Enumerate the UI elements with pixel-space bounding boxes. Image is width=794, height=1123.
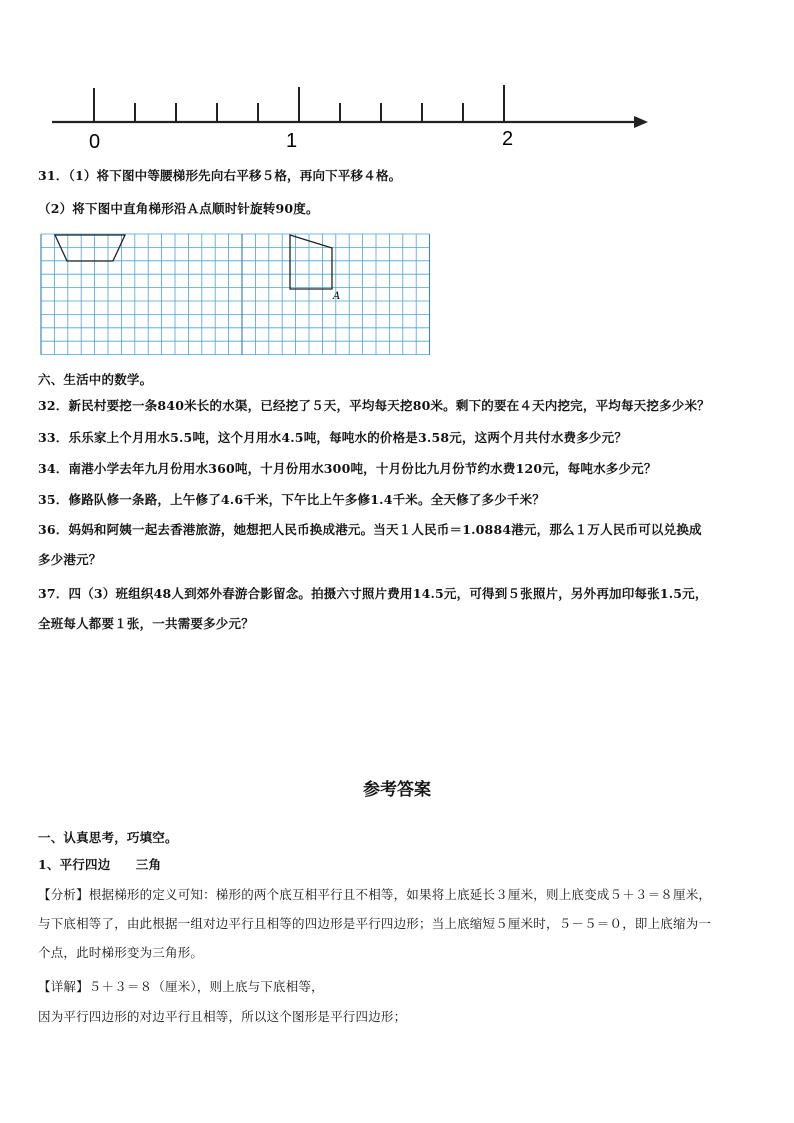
number-line-label-1: 1 [286,130,298,152]
question-37-line2: 全班每人都要１张，一共需要多少元？ [38,616,254,631]
detail-line-1: 【详解】５＋３＝８（厘米），则上底与下底相等， [38,979,324,994]
question-31-part1: 31．（1）将下图中等腰梯形先向右平移５格，再向下平移４格。 [38,168,402,183]
number-line-label-0: 0 [89,131,101,153]
analysis-line-1: 【分析】根据梯形的定义可知：梯形的两个底互相平行且不相等，如果将上底延长３厘米，则上底变成５＋３＝８厘米， [38,887,712,902]
number-line-label-2: 2 [502,128,514,150]
answer-1: 1、平行四边 三角 [38,857,162,872]
answers-title: 参考答案 [363,780,431,800]
question-37-line1: 37．四（3）班组织48人到郊外春游合影留念。拍摄六寸照片费用14.5元，可得到５张照片，另外再加印每张1.5元， [38,586,708,601]
number-line [40,78,660,153]
question-35: 35．修路队修一条路，上午修了4.6千米，下午比上午多修1.4千米。全天修了多少千米？ [38,492,545,507]
question-31-part2: （2）将下图中直角梯形沿Ａ点顺时针旋转90度。 [38,201,319,216]
analysis-line-3: 个点，此时梯形变为三角形。 [38,945,204,960]
number-line-arrow [634,116,648,128]
point-a-label: A [333,291,341,302]
analysis-line-2: 与下底相等了，由此根据一组对边平行且相等的四边形是平行四边形；当上底缩短５厘米时，５－５＝０，即上底缩为一 [38,916,712,931]
section-6-heading: 六、生活中的数学。 [38,372,153,387]
detail-line-2: 因为平行四边形的对边平行且相等，所以这个图形是平行四边形； [38,1009,407,1024]
right-trapezoid [290,235,332,289]
trapezoid-grid [40,233,430,358]
question-32: 32．新民村要挖一条840米长的水渠，已经挖了５天，平均每天挖80米。剩下的要在４天内挖完，平均每天挖多少米？ [38,398,710,413]
question-36-line1: 36．妈妈和阿姨一起去香港旅游，她想把人民币换成港元。当天１人民币＝1.0884港元，那么１万人民币可以兑换成 [38,522,702,537]
question-33: 33．乐乐家上个月用水5.5吨，这个月用水4.5吨，每吨水的价格是3.58元，这两个月共付水费多少元？ [38,430,628,445]
question-34: 34．南港小学去年九月份用水360吨，十月份用水300吨，十月份比九月份节约水费120元，每吨水多少元？ [38,461,657,476]
answers-section-1: 一、认真思考，巧填空。 [38,830,178,845]
isosceles-trapezoid [55,235,125,261]
question-36-line2: 多少港元？ [38,552,102,567]
